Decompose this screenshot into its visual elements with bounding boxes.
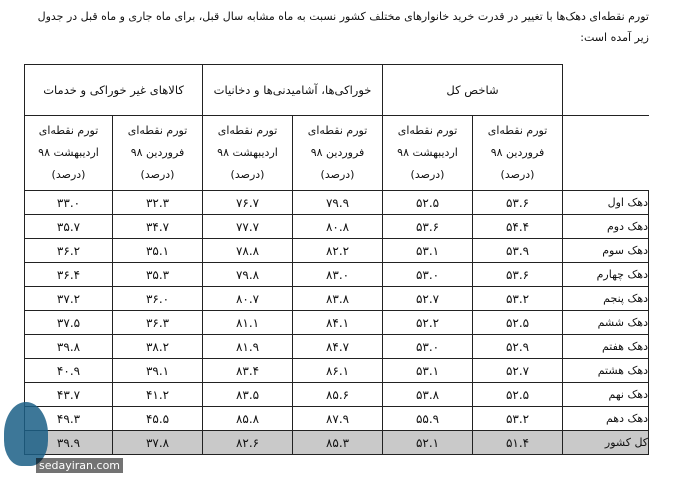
table-cell: ۳۷.۲ [25,287,113,311]
table-row [25,335,649,359]
table-cell: ۴۰.۹ [25,359,113,383]
table-cell: ۸۳.۴ [203,359,293,383]
table-row [25,287,649,311]
subheader-ordibehesht: تورم نقطه‌ای اردیبهشت ۹۸ (درصد) [25,116,113,191]
table-cell: ۳۳.۰ [25,191,113,215]
row-label: دهک دهم [563,407,649,431]
subheader-farvardin: تورم نقطه‌ای فروردین ۹۸ (درصد) [113,116,203,191]
table-cell: ۵۴.۴ [473,215,563,239]
table-cell: ۵۲.۱ [383,431,473,455]
table-cell: ۴۱.۲ [113,383,203,407]
site-logo-icon [4,402,48,466]
intro-paragraph: تورم نقطه‌ای دهک‌ها با تغییر در قدرت خرید خانوارهای مختلف کشور نسبت به ماه مشابه سال قبل، برای ماه جاری و ماه قبل در جدول زیر آمده است: [37,10,649,44]
table-corner [563,65,649,116]
table-cell: ۵۳.۸ [383,383,473,407]
table-cell: ۵۳.۹ [473,239,563,263]
table-cell: ۵۵.۹ [383,407,473,431]
table-row [25,359,649,383]
table-cell: ۴۵.۵ [113,407,203,431]
table-cell: ۷۹.۸ [203,263,293,287]
table-cell: ۸۱.۹ [203,335,293,359]
table-row [25,239,649,263]
table-cell: ۳۶.۲ [25,239,113,263]
table-cell: ۸۳.۸ [293,287,383,311]
subheader-ordibehesht: تورم نقطه‌ای اردیبهشت ۹۸ (درصد) [383,116,473,191]
inflation-table [24,64,649,455]
table-cell: ۳۸.۲ [113,335,203,359]
table-row [25,191,649,215]
row-label: دهک ششم [563,311,649,335]
group-header-food: خوراکی‌ها، آشامیدنی‌ها و دخانیات [203,65,383,116]
table-cell: ۳۵.۷ [25,215,113,239]
table-cell: ۸۴.۷ [293,335,383,359]
table-cell: ۳۷.۵ [25,311,113,335]
table-cell: ۸۷.۹ [293,407,383,431]
table-cell: ۸۵.۶ [293,383,383,407]
table-cell: ۳۹.۹ [25,431,113,455]
table-cell: ۷۷.۷ [203,215,293,239]
table-cell: ۳۶.۴ [25,263,113,287]
table-cell: ۸۲.۶ [203,431,293,455]
table-cell: ۷۸.۸ [203,239,293,263]
table-cell: ۳۲.۳ [113,191,203,215]
row-label: دهک سوم [563,239,649,263]
table-cell: ۵۲.۵ [473,311,563,335]
watermark-text: sedayiran.com [36,458,123,473]
table-cell: ۵۳.۰ [383,263,473,287]
table-cell: ۸۳.۰ [293,263,383,287]
table-cell: ۵۳.۶ [473,191,563,215]
table-cell: ۴۳.۷ [25,383,113,407]
table-cell: ۵۳.۲ [473,287,563,311]
row-label: دهک هشتم [563,359,649,383]
table-cell: ۴۹.۳ [25,407,113,431]
table-cell: ۵۳.۶ [473,263,563,287]
subheader-ordibehesht: تورم نقطه‌ای اردیبهشت ۹۸ (درصد) [203,116,293,191]
table-cell: ۸۴.۱ [293,311,383,335]
table-cell: ۵۲.۷ [473,359,563,383]
table-cell: ۸۰.۷ [203,287,293,311]
table-cell: ۸۰.۸ [293,215,383,239]
table-cell: ۳۴.۷ [113,215,203,239]
group-header-total-index: شاخص کل [383,65,563,116]
table-cell: ۸۱.۱ [203,311,293,335]
table-cell: ۳۵.۳ [113,263,203,287]
subheader-farvardin: تورم نقطه‌ای فروردین ۹۸ (درصد) [293,116,383,191]
group-header-nonfood: کالاهای غیر خوراکی و خدمات [25,65,203,116]
row-label: کل کشور [563,431,649,455]
row-label: دهک دوم [563,215,649,239]
table-row [25,263,649,287]
table-cell: ۸۲.۲ [293,239,383,263]
table-cell: ۵۳.۱ [383,239,473,263]
table-cell: ۳۵.۱ [113,239,203,263]
table-cell: ۳۶.۳ [113,311,203,335]
table-cell: ۸۶.۱ [293,359,383,383]
table-cell: ۵۱.۴ [473,431,563,455]
table-cell: ۵۲.۷ [383,287,473,311]
table-cell: ۳۶.۰ [113,287,203,311]
table-cell: ۵۲.۲ [383,311,473,335]
table-corner-sub [563,116,649,191]
table-cell: ۸۳.۵ [203,383,293,407]
row-label: دهک چهارم [563,263,649,287]
table-row [25,311,649,335]
table-cell: ۵۲.۹ [473,335,563,359]
table-cell: ۵۳.۲ [473,407,563,431]
row-label: دهک پنجم [563,287,649,311]
table-cell: ۷۹.۹ [293,191,383,215]
table-cell: ۵۲.۵ [383,191,473,215]
table-cell: ۵۲.۵ [473,383,563,407]
table-cell: ۵۳.۱ [383,359,473,383]
table-row [25,215,649,239]
watermark [0,402,150,481]
row-label: دهک هفتم [563,335,649,359]
table-cell: ۳۹.۱ [113,359,203,383]
table-cell: ۸۵.۳ [293,431,383,455]
table-cell: ۵۳.۰ [383,335,473,359]
table-cell: ۳۷.۸ [113,431,203,455]
table-cell: ۵۳.۶ [383,215,473,239]
table-cell: ۸۵.۸ [203,407,293,431]
row-label: دهک اول [563,191,649,215]
table-cell: ۷۶.۷ [203,191,293,215]
row-label: دهک نهم [563,383,649,407]
table-cell: ۳۹.۸ [25,335,113,359]
subheader-farvardin: تورم نقطه‌ای فروردین ۹۸ (درصد) [473,116,563,191]
